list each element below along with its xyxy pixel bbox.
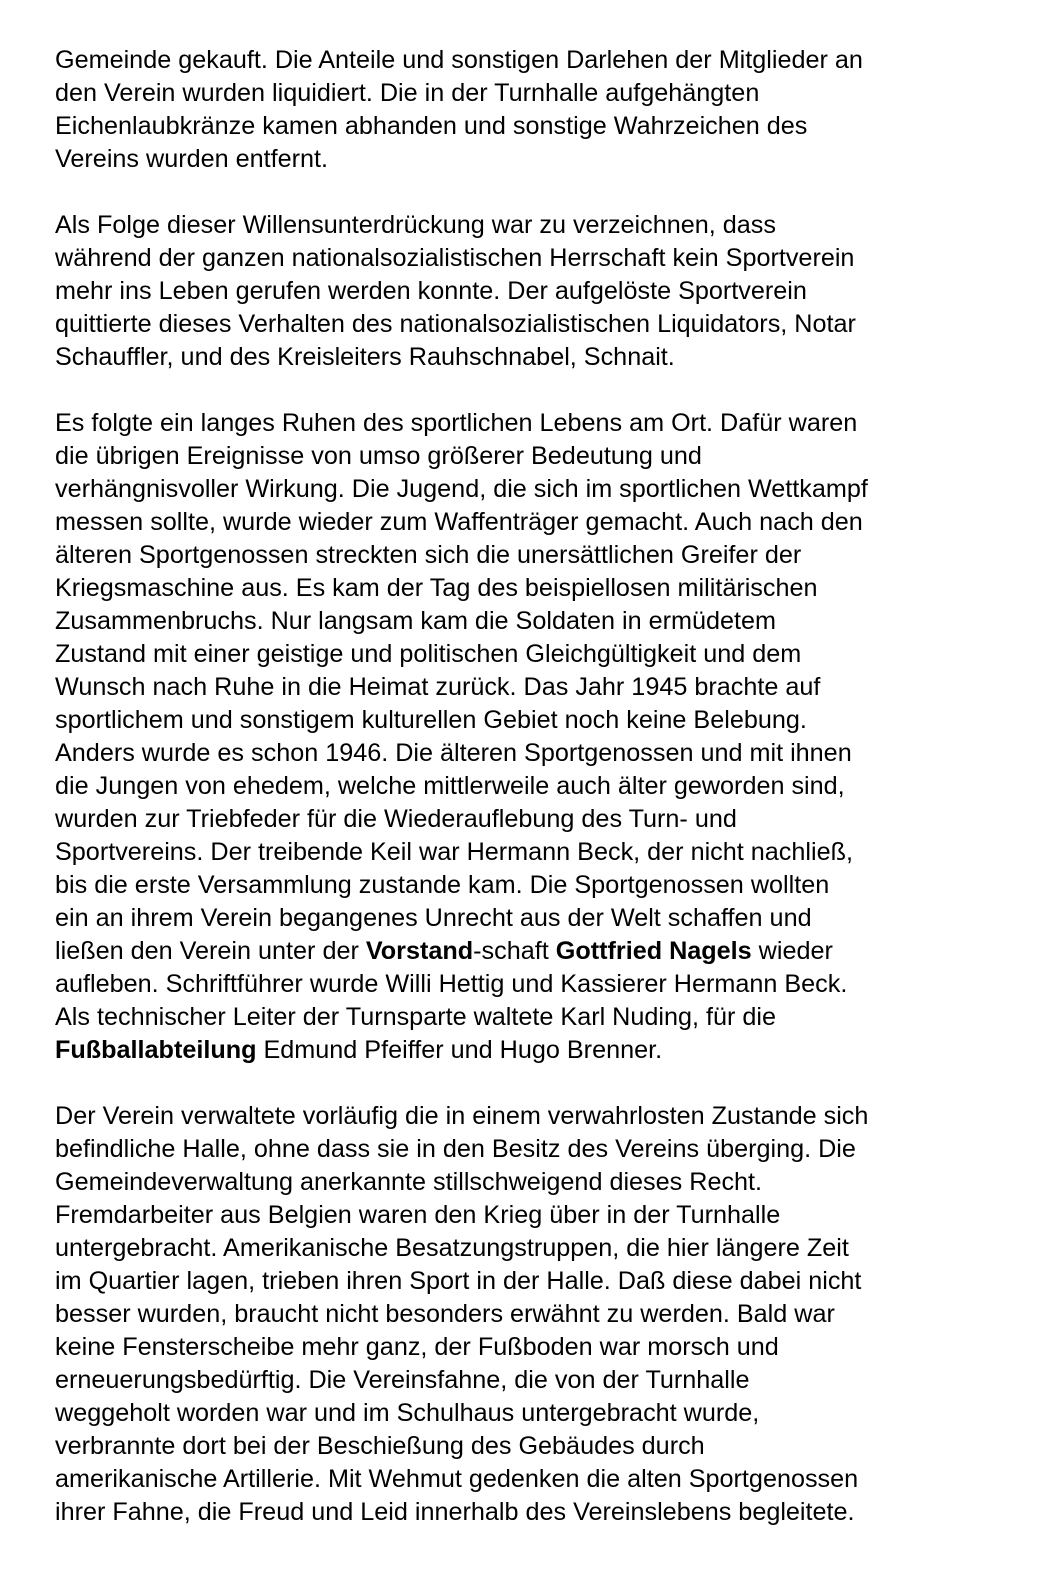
text-run: Gemeinde gekauft. Die Anteile und sonstigen Darlehen der Mitglieder an [55,46,863,74]
text-line [55,836,1045,869]
text-line [55,869,1045,902]
text-run: die Jungen von ehedem, welche mittlerweile auch älter geworden sind, [55,772,845,800]
text-line [55,572,1045,605]
text-line [55,902,1045,935]
text-run: wieder [751,937,833,965]
text-line [55,539,1045,572]
text-run: keine Fensterscheibe mehr ganz, der Fußboden war morsch und [55,1333,779,1361]
text-run: Als technischer Leiter der Turnsparte waltete Karl Nuding, für die [55,1003,777,1031]
text-line [55,143,1045,176]
text-run: besser wurden, braucht nicht besonders erwähnt zu werden. Bald war [55,1300,835,1328]
text-line [55,1496,1045,1529]
text-run: untergebracht. Amerikanische Besatzungstruppen, die hier längere Zeit [55,1234,849,1262]
text-line [55,605,1045,638]
text-run: amerikanische Artillerie. Mit Wehmut gedenken die alten Sportgenossen [55,1465,859,1493]
text-line [55,473,1045,506]
text-run: weggeholt worden war und im Schulhaus untergebracht wurde, [55,1399,760,1427]
bold-text-run: Fußballabteilung [55,1036,257,1064]
text-run: Wunsch nach Ruhe in die Heimat zurück. Das Jahr 1945 brachte auf [55,673,821,701]
paragraph [55,209,1045,374]
text-line [55,308,1045,341]
text-line [55,671,1045,704]
text-run: Kriegsmaschine aus. Es kam der Tag des beispiellosen militärischen [55,574,818,602]
text-run: die übrigen Ereignisse von umso größerer Bedeutung und [55,442,702,470]
text-run: Der Verein verwaltete vorläufig die in einem verwahrlosten Zustande sich [55,1102,869,1130]
text-line [55,770,1045,803]
text-line [55,1034,1045,1067]
text-line [55,1199,1045,1232]
text-line [55,341,1045,374]
text-run: im Quartier lagen, trieben ihren Sport in der Halle. Daß diese dabei nicht [55,1267,862,1295]
bold-text-run: Gottfried Nagels [555,937,752,965]
text-run: sportlichem und sonstigem kulturellen Gebiet noch keine Belebung. [55,706,807,734]
text-line [55,1001,1045,1034]
text-line [55,1100,1045,1133]
text-line [55,1463,1045,1496]
text-run: wurden zur Triebfeder für die Wiederauflebung des Turn- und [55,805,737,833]
paragraph [55,44,1045,176]
text-run: Zusammenbruchs. Nur langsam kam die Soldaten in ermüdetem [55,607,776,635]
text-line [55,440,1045,473]
text-line [55,1430,1045,1463]
text-run: verbrannte dort bei der Beschießung des Gebäudes durch [55,1432,705,1460]
text-line [55,110,1045,143]
document-page [55,44,1045,1529]
text-run: den Verein wurden liquidiert. Die in der Turnhalle aufgehängten [55,79,760,107]
text-run: ein an ihrem Verein begangenes Unrecht aus der Welt schaffen und [55,904,812,932]
text-line [55,77,1045,110]
text-line [55,968,1045,1001]
text-run: Fremdarbeiter aus Belgien waren den Krieg über in der Turnhalle [55,1201,781,1229]
text-line [55,407,1045,440]
text-line [55,1133,1045,1166]
text-run: Schauffler, und des Kreisleiters Rauhschnabel, Schnait. [55,343,675,371]
text-line [55,1166,1045,1199]
text-run: Es folgte ein langes Ruhen des sportlichen Lebens am Ort. Dafür waren [55,409,858,437]
text-run: bis die erste Versammlung zustande kam. Die Sportgenossen wollten [55,871,830,899]
text-run: mehr ins Leben gerufen werden konnte. Der aufgelöste Sportverein [55,277,807,305]
text-line [55,44,1045,77]
text-line [55,935,1045,968]
text-line [55,803,1045,836]
text-line [55,275,1045,308]
text-line [55,209,1045,242]
text-line [55,737,1045,770]
text-run: erneuerungsbedürftig. Die Vereinsfahne, die von der Turnhalle [55,1366,750,1394]
text-run: ihrer Fahne, die Freud und Leid innerhalb des Vereinslebens begleitete. [55,1498,855,1526]
text-run: messen sollte, wurde wieder zum Waffenträger gemacht. Auch nach den [55,508,863,536]
bold-text-run: Vorstand [365,937,474,965]
text-line [55,1232,1045,1265]
text-run: befindliche Halle, ohne dass sie in den Besitz des Vereins überging. Die [55,1135,856,1163]
paragraph [55,407,1045,1067]
text-line [55,1265,1045,1298]
text-run: Vereins wurden entfernt. [55,145,329,173]
text-run: Sportvereins. Der treibende Keil war Hermann Beck, der nicht nachließ, [55,838,853,866]
text-run: Zustand mit einer geistige und politischen Gleichgültigkeit und dem [55,640,802,668]
text-run: ließen den Verein unter der [55,937,366,965]
text-line [55,1364,1045,1397]
text-run: quittierte dieses Verhalten des nationalsozialistischen Liquidators, Notar [55,310,856,338]
text-run: älteren Sportgenossen streckten sich die unersättlichen Greifer der [55,541,802,569]
text-run: Eichenlaubkränze kamen abhanden und sonstige Wahrzeichen des [55,112,808,140]
text-line [55,1397,1045,1430]
text-line [55,704,1045,737]
text-line [55,242,1045,275]
text-line [55,506,1045,539]
text-line [55,1298,1045,1331]
text-run: verhängnisvoller Wirkung. Die Jugend, die sich im sportlichen Wettkampf [55,475,868,503]
text-run: während der ganzen nationalsozialistischen Herrschaft kein Sportverein [55,244,855,272]
text-run: Als Folge dieser Willensunterdrückung war zu verzeichnen, dass [55,211,776,239]
text-run: aufleben. Schriftführer wurde Willi Hettig und Kassierer Hermann Beck. [55,970,848,998]
text-run: Edmund Pfeiffer und Hugo Brenner. [256,1036,663,1064]
text-run: Anders wurde es schon 1946. Die älteren Sportgenossen und mit ihnen [55,739,852,767]
paragraph [55,1100,1045,1529]
text-line [55,1331,1045,1364]
text-run: -schaft [473,937,556,965]
text-line [55,638,1045,671]
text-run: Gemeindeverwaltung anerkannte stillschweigend dieses Recht. [55,1168,763,1196]
